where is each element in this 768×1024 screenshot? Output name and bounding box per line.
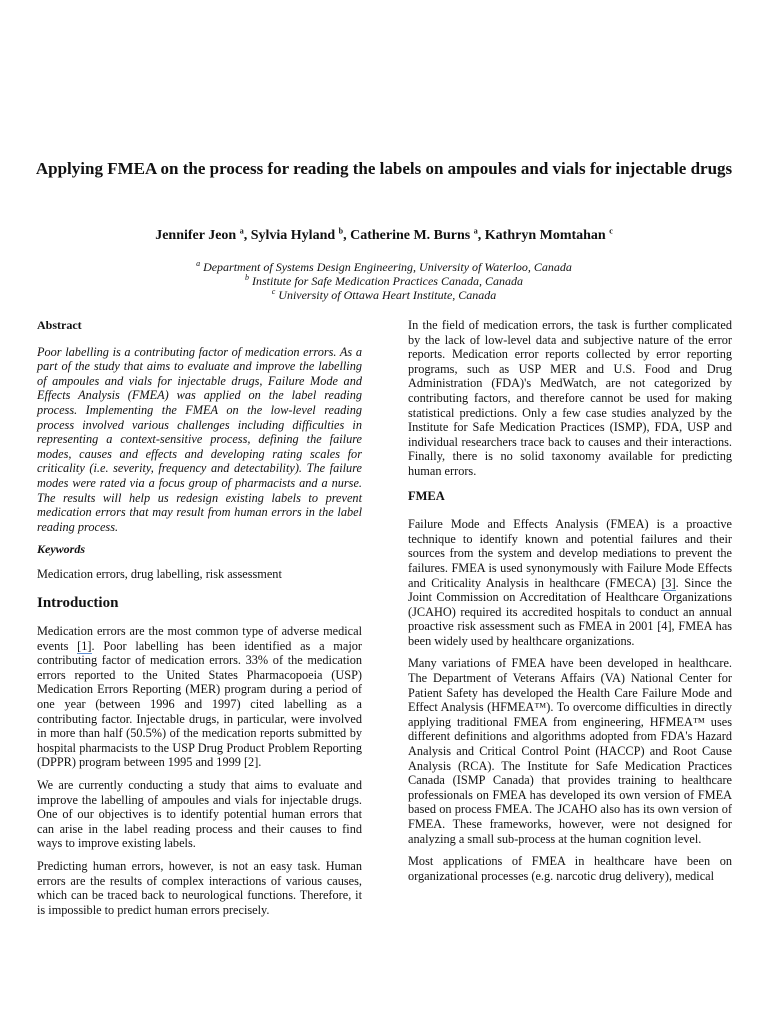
author-sup: a: [239, 226, 244, 236]
paper-title: Applying FMEA on the process for reading the labels on ampoules and vials for injectable drugs: [35, 159, 733, 178]
fmea-paragraph-2: Many variations of FMEA have been developed in healthcare. The Department of Veterans Affairs (VA) National Center for Patient Safety has developed the Health Care Failure Mode and Effect Analysis (HFMEA™). To overcome difficulties in directly applying traditional FMEA from engineering, HFMEA™ uses different definitions and algorithms adopted from FDA's Hazard Analysis and Critical Control Point (HACCP) and Root Cause Analysis (RCA). The Institute for Safe Medication Practices Canada (ISMP Canada) that provides training to healthcare professionals on FMEA has developed its own version of FMEA based on process FMEA. The JCAHO also has its own version of FMEA. These frameworks, however, were not designed for analyzing a small sub-process at the human cognition level.: [408, 656, 732, 846]
fmea-heading: FMEA: [408, 488, 445, 503]
affiliation: [30, 288, 738, 302]
paragraph-text: . Since the Joint Commission on Accreditation of Healthcare Organizations (JCAHO) required its accredited hospitals to conduct an annual proactive risk assessment such as FMEA in 2001 [4], FMEA has been widely used by healthcare organizations.: [408, 575, 732, 648]
intro-paragraph-1: [37, 624, 362, 770]
affiliation-text: Institute for Safe Medication Practices Canada, Canada: [252, 274, 523, 288]
author-list: [30, 228, 738, 244]
introduction-heading: Introduction: [37, 594, 119, 611]
author: Kathryn Momtahan: [484, 228, 606, 243]
paragraph-text: Failure Mode and Effects Analysis (FMEA) is a proactive technique to identify known and potential failures and their sources from the system and develop mediations to prevent the failures. FMEA is used synonymously with Failure Mode Effects and Criticality Analysis in healthcare (FMECA): [408, 517, 732, 590]
fmea-paragraph-1: [408, 517, 732, 648]
citation-link[interactable]: [1]: [77, 638, 92, 653]
author-separator: ,: [477, 228, 485, 243]
affiliation-sup: a: [196, 259, 201, 268]
affiliation: [30, 274, 738, 288]
author: Jennifer Jeon: [155, 228, 237, 243]
paragraph-text: . Poor labelling has been identified as a major contributing factor of medication errors. 33% of the medication errors reported to the United States Pharmacopoeia (USP) Medication Errors Reporting (MER) program during a period of one year (between 1996 and 1997) cited labelling as a contributing factor. Injectable drugs, in particular, were involved in more than half (50.5%) of the medication reports submitted by hospital pharmacists to the USP Drug Product Problem Reporting (DPPR) program between 1995 and 1999 [2].: [37, 638, 362, 770]
right-column: [408, 318, 732, 891]
author: Sylvia Hyland: [250, 228, 336, 243]
author: Catherine M. Burns: [350, 228, 471, 243]
keywords-heading: Keywords: [37, 542, 85, 557]
fmea-paragraph-3: Most applications of FMEA in healthcare have been on organizational processes (e.g. narcotic drug delivery), medical: [408, 854, 732, 883]
intro-paragraph-3: Predicting human errors, however, is not an easy task. Human errors are the results of complex interactions of various causes, which can be traced back to neurological functions. Therefore, it is impossible to predict human errors precisely.: [37, 859, 362, 917]
author-separator: ,: [243, 228, 251, 243]
affiliation: [30, 260, 738, 274]
author-sup: a: [473, 226, 478, 236]
affiliation-sup: c: [271, 287, 276, 296]
author-sup: b: [338, 226, 344, 236]
left-column: [37, 318, 362, 925]
citation-link[interactable]: [3]: [661, 575, 676, 590]
intro-paragraph-2: We are currently conducting a study that aims to evaluate and improve the labelling of ampoules and vials for injectable drugs. One of our objectives is to identify potential human errors that can arise in the label reading process and their causes to find ways to improve existing labels.: [37, 778, 362, 851]
affiliation-sup: b: [245, 273, 250, 282]
affiliation-text: Department of Systems Design Engineering, University of Waterloo, Canada: [203, 260, 572, 274]
affiliations: [30, 260, 738, 302]
author-separator: ,: [343, 228, 351, 243]
abstract-text: Poor labelling is a contributing factor of medication errors. As a part of the study that aims to evaluate and improve the labelling of ampoules and vials for injectable drugs, Failure Mode and Effects Analysis (FMEA) was applied on the label reading process. Implementing the FMEA on the low-level reading process involved various challenges including difficulties in representing a context-sensitive process, defining the failure modes, causes and effects and developing rating scales for criticality (i.e. severity, frequency and detectability). The failure modes were rated via a focus group of pharmacists and a nurse. The results will help us redesign existing labels to prevent medication errors that may result from human errors in the label reading process.: [37, 344, 362, 534]
affiliation-text: University of Ottawa Heart Institute, Canada: [278, 288, 497, 302]
keywords-text: Medication errors, drug labelling, risk assessment: [37, 566, 282, 581]
paragraph-text: Medication errors are the most common type of adverse medical events: [37, 624, 362, 653]
author-sup: c: [609, 226, 613, 236]
right-paragraph-1: In the field of medication errors, the task is further complicated by the lack of low-level data and subjective nature of the error reports. Medication error reports collected by error reporting programs, such as USP MER and U.S. Food and Drug Administration (FDA)'s MedWatch, are not categorized by contributing factors, and therefore cannot be used for making statistical predictions. Only a few case studies analyzed by the Institute for Safe Medication Practices (ISMP), FDA, USP and individual researchers trace back to causes and their interactions. Finally, there is no solid taxonomy available for predicting human errors.: [408, 318, 732, 478]
abstract-heading: Abstract: [37, 318, 82, 332]
